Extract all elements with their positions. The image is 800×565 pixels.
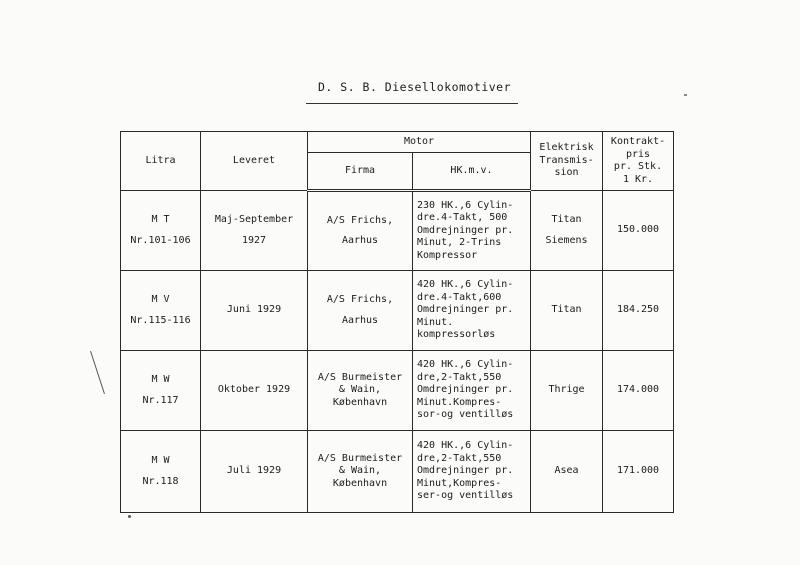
title-underline bbox=[306, 103, 518, 104]
locomotive-table bbox=[120, 131, 674, 513]
header-pris: Kontrakt- pris pr. Stk. 1 Kr. bbox=[603, 132, 674, 191]
document-title: D. S. B. Diesellokomotiver bbox=[318, 80, 512, 94]
cell-firma: A/S Burmeister & Wain, København bbox=[308, 431, 413, 513]
cell-leveret: Juni 1929 bbox=[201, 271, 308, 351]
cell-litra: M V Nr.115-116 bbox=[121, 271, 201, 351]
cell-hk: 420 HK.,6 Cylin- dre,2-Takt,550 Omdrejninger pr. Minut.Kompres- sor-og ventilløs bbox=[413, 351, 531, 431]
cell-leveret: Maj-September 1927 bbox=[201, 191, 308, 271]
cell-transmission: Thrige bbox=[531, 351, 603, 431]
cell-leveret: Oktober 1929 bbox=[201, 351, 308, 431]
cell-litra: M T Nr.101-106 bbox=[121, 191, 201, 271]
header-firma: Firma bbox=[308, 153, 413, 191]
header-litra: Litra bbox=[121, 132, 201, 191]
scan-speck bbox=[684, 94, 687, 96]
table-row bbox=[121, 191, 674, 271]
cell-leveret: Juli 1929 bbox=[201, 431, 308, 513]
cell-pris: 150.000 bbox=[603, 191, 674, 271]
scan-dot bbox=[128, 515, 131, 518]
cell-pris: 171.000 bbox=[603, 431, 674, 513]
cell-transmission: Asea bbox=[531, 431, 603, 513]
cell-pris: 184.250 bbox=[603, 271, 674, 351]
cell-hk: 420 HK.,6 Cylin- dre,2-Takt,550 Omdrejninger pr. Minut,Kompres- ser-og ventilløs bbox=[413, 431, 531, 513]
cell-hk: 420 HK.,6 Cylin- dre.4-Takt,600 Omdrejninger pr. Minut. kompressorløs bbox=[413, 271, 531, 351]
header-hk: HK.m.v. bbox=[413, 153, 531, 191]
table-row bbox=[121, 271, 674, 351]
cell-hk: 230 HK.,6 Cylin- dre.4-Takt, 500 Omdrejninger pr. Minut, 2-Trins Kompressor bbox=[413, 191, 531, 271]
cell-firma: A/S Frichs, Aarhus bbox=[308, 191, 413, 271]
cell-litra: M W Nr.118 bbox=[121, 431, 201, 513]
header-leveret: Leveret bbox=[201, 132, 308, 191]
header-transmission: Elektrisk Transmis- sion bbox=[531, 132, 603, 191]
table-row bbox=[121, 431, 674, 513]
cell-litra: M W Nr.117 bbox=[121, 351, 201, 431]
cell-transmission: Titan Siemens bbox=[531, 191, 603, 271]
scan-mark bbox=[90, 351, 105, 394]
table-row bbox=[121, 351, 674, 431]
cell-firma: A/S Frichs, Aarhus bbox=[308, 271, 413, 351]
cell-pris: 174.000 bbox=[603, 351, 674, 431]
header-motor: Motor bbox=[308, 132, 531, 153]
cell-transmission: Titan bbox=[531, 271, 603, 351]
cell-firma: A/S Burmeister & Wain, København bbox=[308, 351, 413, 431]
